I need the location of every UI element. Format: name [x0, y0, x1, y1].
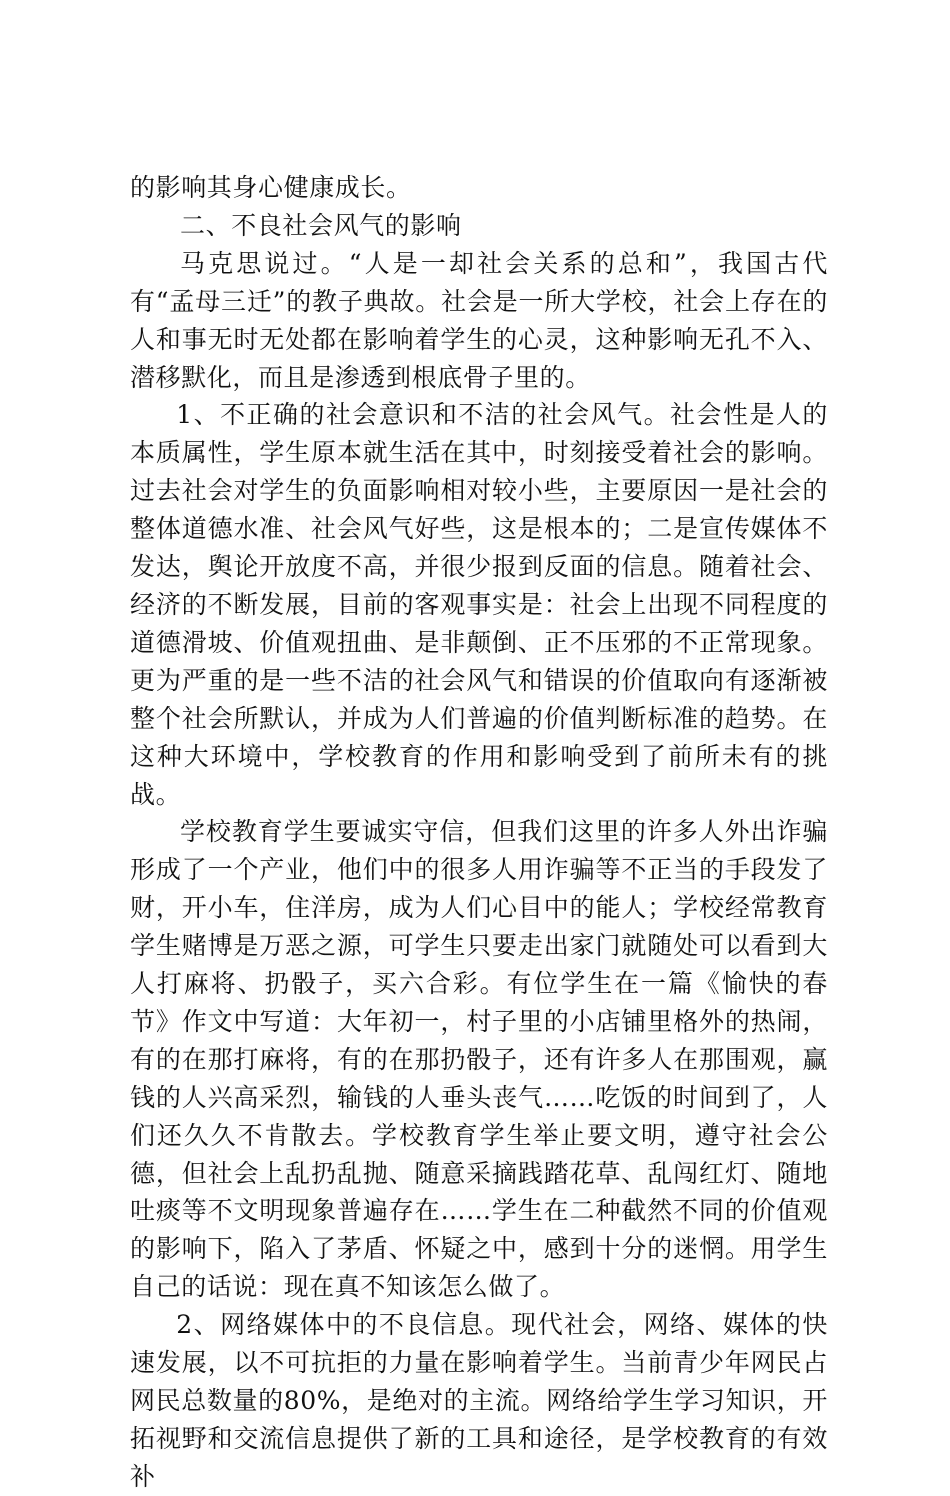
section-heading: 二、不良社会风气的影响 — [180, 210, 462, 240]
paragraph-continuation: 的影响其身心健康成长。 — [130, 173, 412, 202]
paragraph-item-1: 1、不正确的社会意识和不洁的社会风气。社会性是人的本质属性，学生原本就生活在其中，时刻接受着社会的影响。过去社会对学生的负面影响相对较小些，主要原因一是社会的整体道德水准、社会风气好些，这是根本的；二是宣传媒体不发达，舆论开放度不高，并很少报到反面的信息。随着社会、经济的不断发展，目前的客观事实是：社会上出现不同程度的道德滑坡、价值观扭曲、是非颠倒、正不压邪的不正常现象。更为严重的是一些不洁的社会风气和错误的价值取向有逐渐被整个社会所默认，并成为人们普遍的价值判断标准的趋势。在这种大环境中，学校教育的作用和影响受到了前所未有的挑战。 — [130, 400, 828, 809]
paragraph-marx: 马克思说过。“人是一却社会关系的总和”，我国古代有“孟母三迁”的教子典故。社会是一所大学校，社会上存在的人和事无时无处都在影响着学生的心灵，这种影响无孔不入、潜移默化，而且是渗透到根底骨子里的。 — [130, 248, 828, 392]
paragraph-item-2: 2、网络媒体中的不良信息。现代社会，网络、媒体的快速发展，以不可抗拒的力量在影响着学生。当前青少年网民占网民总数量的80%，是绝对的主流。网络给学生学习知识，开拓视野和交流信息提供了新的工具和途径，是学校教育的有效补 — [130, 1310, 828, 1491]
paragraph-school-education: 学校教育学生要诚实守信，但我们这里的许多人外出诈骗形成了一个产业，他们中的很多人用诈骗等不正当的手段发了财，开小车，住洋房，成为人们心目中的能人；学校经常教育学生赌博是万恶之源，可学生只要走出家门就随处可以看到大人打麻将、扔骰子，买六合彩。有位学生在一篇《愉快的春节》作文中写道：大年初一，村子里的小店铺里格外的热闹，有的在那打麻将，有的在那扔骰子，还有许多人在那围观，赢钱的人兴高采烈，输钱的人垂头丧气……吃饭的时间到了，人们还久久不肯散去。学校教育学生举止要文明，遵守社会公德，但社会上乱扔乱抛、随意采摘践踏花草、乱闯红灯、随地吐痰等不文明现象普遍存在……学生在二种截然不同的价值观的影响下，陷入了茅盾、怀疑之中，感到十分的迷惘。用学生自己的话说：现在真不知该怎么做了。 — [130, 817, 828, 1302]
body-text — [130, 169, 828, 1496]
